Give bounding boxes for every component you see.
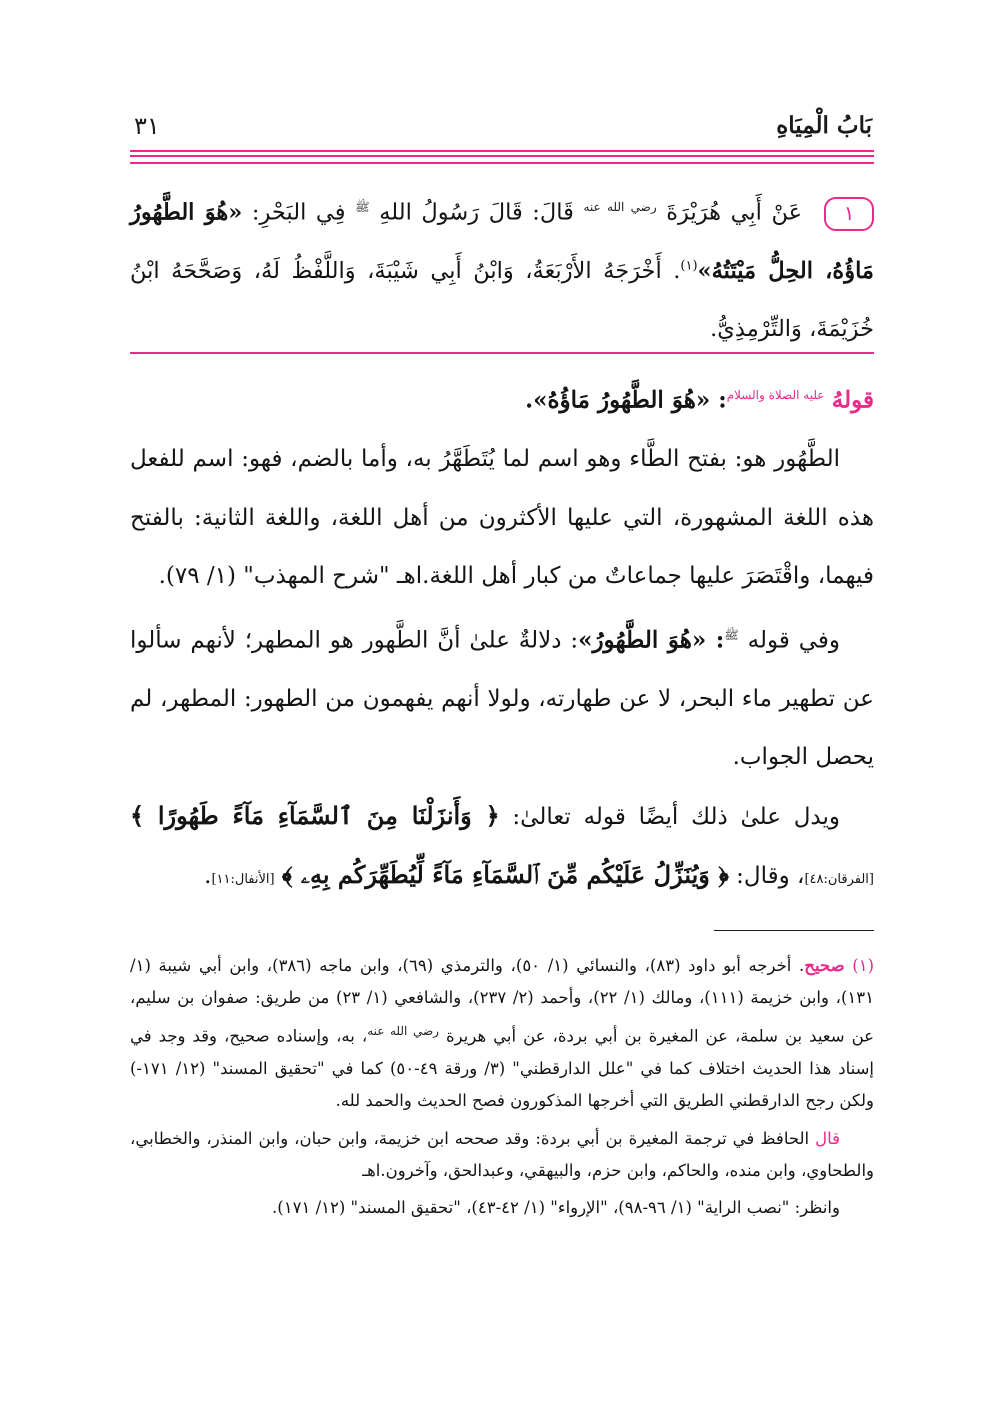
footnote-see-also: وانظر: "نصب الراية" (١/ ٩٦-٩٨)، "الإرواء" (١/ ٤٢-٤٣)، "تحقيق المسند" (١٢/ ١٧١). bbox=[272, 1198, 840, 1218]
para3-mid: ، وقال: bbox=[736, 863, 805, 890]
para2-honorific: ﷺ bbox=[724, 627, 739, 642]
commentary-heading bbox=[130, 366, 874, 430]
heading-honorific: عليه الصلاة والسلام bbox=[726, 388, 825, 402]
companion-honorific: رضي الله عنه bbox=[583, 200, 657, 214]
commentary-paragraph-1: الطَّهُور هو: بفتح الطَّاء وهو اسم لما يُتَطَهَّرُ به، وأما بالضم، فهو: اسم للفعل هذه اللغة المشهورة، التي عليها الأكثرون من أهل اللغة، واللغة الثانية: بالفتح فيهما، واقْتَصَرَ عليها جماعاتٌ من كبار أهل اللغة.اهـ "شرح المهذب" (١/ ٧٩). bbox=[130, 446, 874, 590]
footnote-1-text-b: ، به، وإسناده صحيح، وقد وجد في إسناد هذا الحديث اختلاف كما في "علل الدارقطني" (٣/ ورقة ٤٩-٥٠) كما في "تحقيق المسند" (١٢/ ١٧١-) ولكن رجح الدارقطني الطريق التي أخرجها المذكورون فصح الحديث والحمد لله. bbox=[130, 1026, 875, 1111]
para3-end: . bbox=[204, 863, 212, 890]
verse-2-reference: [الأنفال:١١] bbox=[211, 872, 275, 888]
para2-quote: : «هُوَ الطَّهُورُ» bbox=[578, 626, 725, 654]
section-separator bbox=[130, 352, 874, 354]
hadith-said: قَالَ: قَالَ رَسُولُ اللهِ bbox=[379, 199, 574, 226]
hadith-source: . أَخْرَجَهُ الأَرْبَعَةُ، وَابْنُ أَبِي شَيْبَةَ، وَاللَّفْظُ لَهُ، وَصَحَّحَهُ ابْنُ خُزَيْمَةَ، وَالتِّرْمِذِيُّ. bbox=[130, 257, 874, 342]
header-rule-top bbox=[130, 150, 874, 152]
heading-label: قولهُ bbox=[831, 386, 874, 414]
hadith-quote: «هُوَ الطَّهُورُ مَاؤُهُ، الحِلُّ مَيْتَتُهُ» bbox=[130, 199, 874, 284]
footnote-1-honorific: رضي الله عنه bbox=[367, 1023, 439, 1038]
heading-quote: : «هُوَ الطَّهُورُ مَاؤُهُ». bbox=[525, 386, 727, 414]
verse-1-reference: [الفرقان:٤٨] bbox=[804, 872, 874, 888]
quran-verse-2: ﴿ وَيُنَزِّلُ عَلَيْكُم مِّنَ ٱلسَّمَآءِ مَآءً لِّيُطَهِّرَكُم بِهِۦ ﴾ bbox=[281, 860, 729, 890]
hadith-intro: عَنْ أَبِي هُرَيْرَةَ bbox=[666, 199, 803, 226]
hadith-number-badge: ١ bbox=[824, 197, 874, 231]
footnotes bbox=[130, 950, 874, 1225]
footnote-1-number: (١) bbox=[852, 956, 875, 975]
header-rule-middle bbox=[130, 155, 874, 157]
commentary bbox=[130, 366, 874, 910]
footnote-qal bbox=[130, 1123, 874, 1188]
commentary-paragraph-2 bbox=[130, 606, 874, 787]
hadith-text bbox=[130, 178, 874, 358]
qal-text: الحافظ في ترجمة المغيرة بن أبي بردة: وقد صححه ابن خزيمة، وابن حبان، وابن المنذر، والخطابي، والطحاوي، وابن منده، والحاكم، وابن حزم، والبيهقي، وعبدالحق، وآخرون.اهـ bbox=[130, 1128, 874, 1180]
qal-label: قال bbox=[815, 1128, 840, 1148]
header-rule-bottom bbox=[130, 162, 874, 164]
hadith-about-sea: فِي البَحْرِ: bbox=[251, 199, 346, 226]
para2-rest: : دلالةٌ علىٰ أنَّ الطَّهور هو المطهر؛ لأنهم سألوا عن تطهير ماء البحر، لا عن طهارته، ولولا أنهم يفهمون من الطهور: المطهر، لم يحصل الجواب. bbox=[130, 627, 874, 771]
running-header bbox=[130, 112, 874, 146]
para2-start: وفي قوله bbox=[747, 627, 840, 654]
commentary-paragraph-3 bbox=[130, 787, 874, 910]
footnote-marker[interactable]: (١) bbox=[680, 258, 698, 273]
footnote-1 bbox=[130, 950, 874, 1118]
footnote-separator bbox=[714, 930, 874, 931]
page-number: ٣١ bbox=[134, 112, 160, 140]
para3-start: ويدل علىٰ ذلك أيضًا قوله تعالىٰ: bbox=[512, 803, 841, 830]
prophet-honorific: ﷺ bbox=[355, 200, 370, 214]
footnote-1-text-a: . أخرجه أبو داود (٨٣)، والنسائي (١/ ٥٠)، والترمذي (٦٩)، وابن ماجه (٣٨٦)، وابن أبي شيبة (١/ ١٣١)، وابن خزيمة (١١١)، ومالك (١/ ٢٢)، وأحمد (٢/ ٢٣٧)، والشافعي (١/ ٢٣) من طريق: صفوان بن سليم، عن سعيد بن سلمة، عن المغيرة بن أبي بردة، عن أبي هريرة bbox=[130, 956, 875, 1046]
quran-verse-1: ﴿ وَأَنزَلْنَا مِنَ ٱلسَّمَآءِ مَآءً طَهُورًا ﴾ bbox=[130, 800, 500, 830]
chapter-title: بَابُ الْمِيَاهِ bbox=[776, 112, 872, 139]
footnote-1-grade: صحيح bbox=[804, 956, 845, 975]
